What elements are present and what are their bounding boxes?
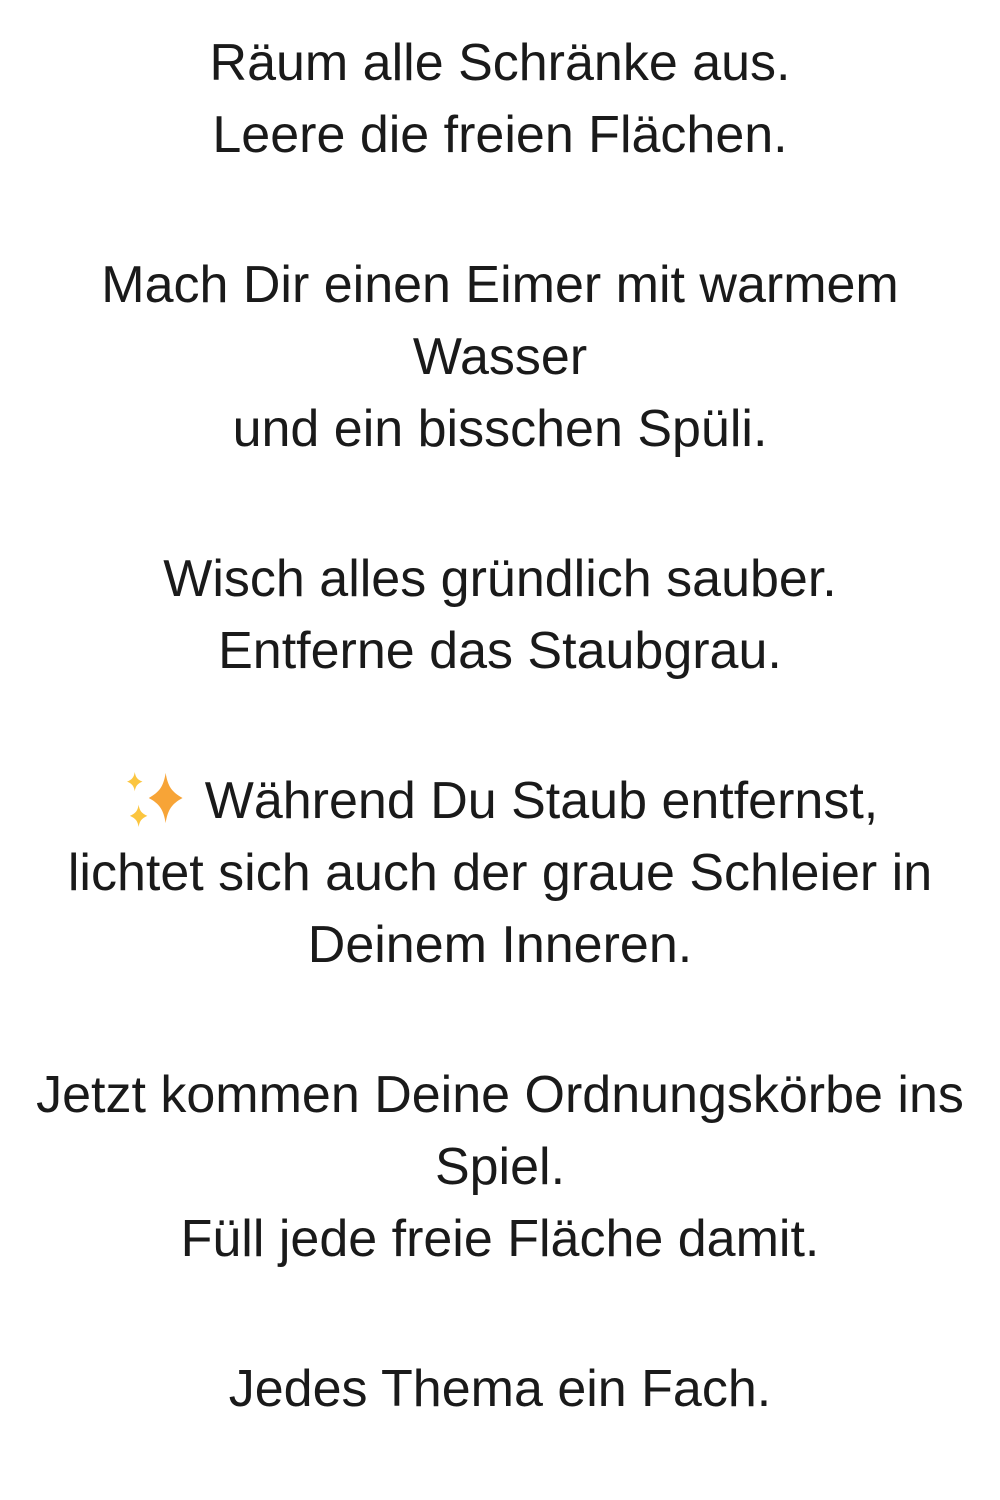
poem-paragraph — [0, 1059, 1000, 1275]
poem-line: Wasser — [412, 328, 588, 386]
poem-paragraph — [0, 1353, 1000, 1425]
poem-line: Leere die freien Flächen. — [212, 106, 788, 164]
poem-paragraph — [0, 543, 1000, 687]
poem-paragraph — [0, 27, 1000, 171]
poem-line: Mach Dir einen Eimer mit warmem — [101, 256, 899, 314]
poem-line: Spiel. — [434, 1138, 566, 1196]
poem-line: Während Du Staub entfernst, — [204, 772, 879, 830]
poem-paragraph — [0, 249, 1000, 465]
poem-line: Jedes Thema ein Fach. — [228, 1360, 772, 1418]
poem-line: Wisch alles gründlich sauber. — [163, 550, 837, 608]
sparkles-icon — [122, 771, 190, 827]
poem-line: Entferne das Staubgrau. — [218, 622, 782, 680]
poem-line: Deinem Inneren. — [307, 916, 693, 974]
poem-paragraph — [0, 765, 1000, 981]
poem-line: Jetzt kommen Deine Ordnungskörbe ins — [36, 1066, 964, 1124]
poem-line: Füll jede freie Fläche damit. — [180, 1210, 820, 1268]
poem-line-with-icon — [122, 772, 879, 830]
poem-line: und ein bisschen Spüli. — [232, 400, 768, 458]
poem-line: lichtet sich auch der graue Schleier in — [67, 844, 933, 902]
poem-line: Räum alle Schränke aus. — [209, 34, 791, 92]
